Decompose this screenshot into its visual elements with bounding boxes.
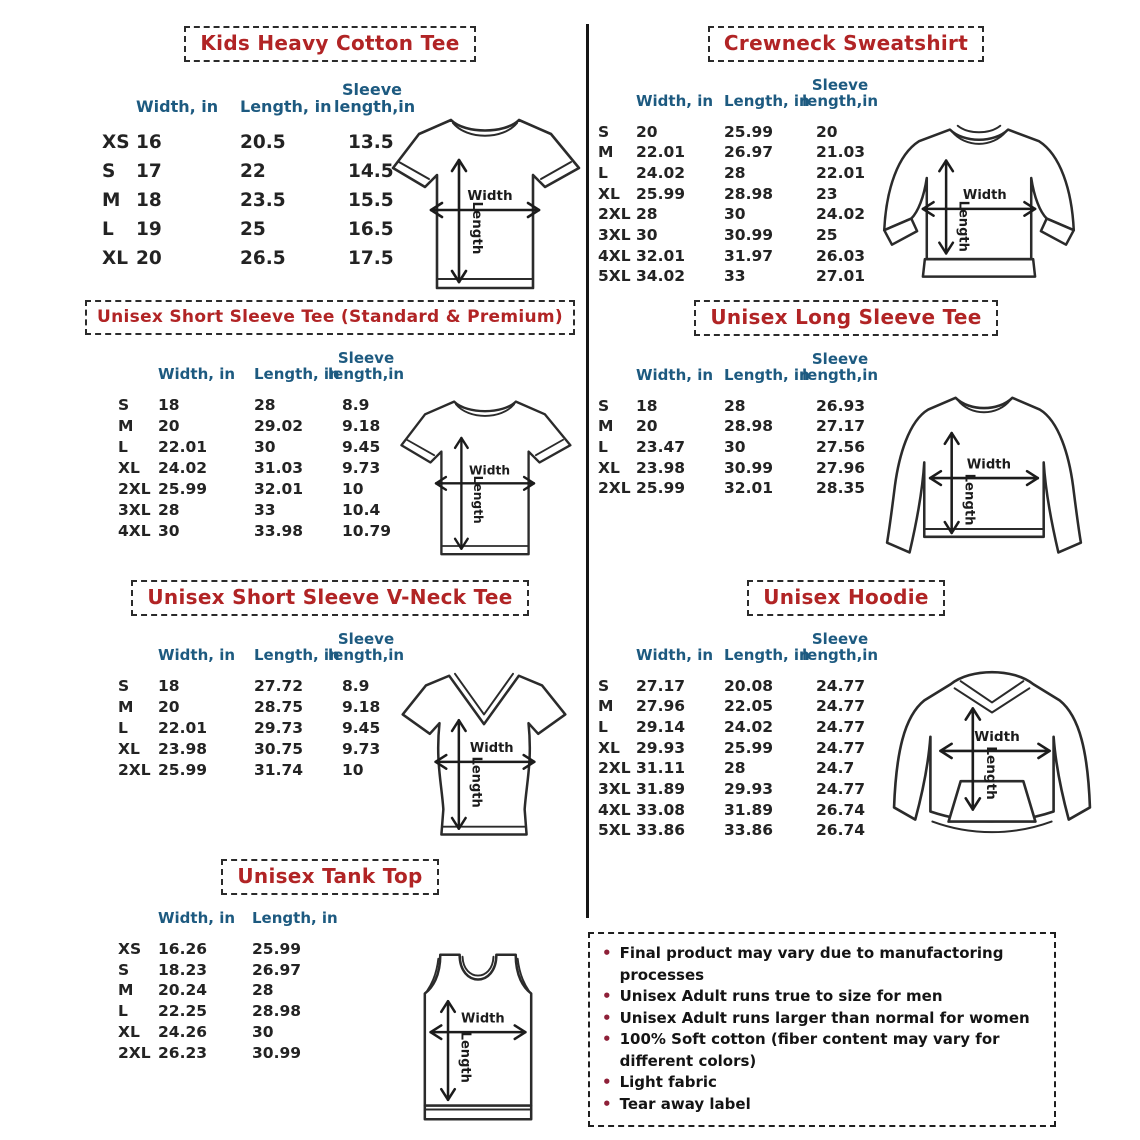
width-label: Width	[467, 188, 513, 204]
value-cell: 31.89	[724, 800, 774, 819]
note-text: Unisex Adult runs true to size for men	[619, 987, 943, 1005]
value-cell: 9.73	[342, 458, 381, 477]
value-cell: 29.93	[636, 738, 686, 757]
value-cell: 22.01	[636, 143, 686, 162]
value-cell: 18.23	[158, 960, 208, 979]
value-cell: 8.9	[342, 676, 370, 695]
value-cell: 18	[136, 189, 162, 211]
col-header-sleeve: Sleeve length,in	[802, 630, 879, 664]
value-cell: 15.5	[348, 189, 394, 211]
value-cell: 24.7	[816, 759, 855, 778]
note-item	[602, 986, 1042, 1008]
note-item	[602, 943, 1042, 986]
value-cell: 27.01	[816, 267, 866, 286]
section-title: Unisex Hoodie	[747, 580, 945, 616]
size-cell: 2XL	[598, 205, 631, 224]
table-header	[118, 911, 580, 927]
size-cell: S	[118, 960, 130, 979]
value-cell: 27.56	[816, 437, 866, 456]
vneck-tee-illustration	[398, 668, 570, 848]
table-header	[598, 632, 1100, 664]
size-cell: M	[118, 981, 134, 1000]
value-cell: 29.73	[254, 718, 304, 737]
size-cell: 5XL	[598, 821, 631, 840]
value-cell: 21.03	[816, 143, 866, 162]
size-cell: 2XL	[118, 479, 151, 498]
col-header-width: Width, in	[636, 365, 714, 384]
value-cell: 18	[158, 395, 180, 414]
value-cell: 28.98	[724, 417, 774, 436]
value-cell: 25.99	[724, 122, 774, 141]
col-header-length: Length, in	[254, 645, 340, 664]
size-cell: 2XL	[598, 759, 631, 778]
size-cell: 2XL	[598, 479, 631, 498]
value-cell: 20	[136, 247, 162, 269]
value-cell: 26.93	[816, 396, 866, 415]
tee-illustration	[396, 392, 574, 562]
value-cell: 23.98	[636, 458, 686, 477]
size-cell: XS	[118, 939, 142, 958]
col-header-width: Width, in	[136, 96, 219, 116]
size-cell: 3XL	[598, 779, 631, 798]
size-cell: 3XL	[598, 225, 631, 244]
value-cell: 29.02	[254, 416, 304, 435]
value-cell: 28	[636, 205, 658, 224]
value-cell: 16	[136, 131, 162, 153]
section-kids-heavy-cotton-tee	[80, 26, 580, 273]
width-label: Width	[966, 457, 1012, 473]
value-cell: 25.99	[724, 738, 774, 757]
bullet-icon: •	[602, 987, 612, 1005]
value-cell: 14.5	[348, 160, 394, 182]
value-cell: 17	[136, 160, 162, 182]
value-cell: 30.75	[254, 739, 304, 758]
note-text: Tear away label	[619, 1094, 751, 1113]
value-cell: 20	[636, 417, 658, 436]
value-cell: 10.4	[342, 500, 381, 519]
value-cell: 20	[636, 122, 658, 141]
size-cell: 4XL	[118, 521, 151, 540]
size-cell: M	[598, 697, 614, 716]
col-header-sleeve: Sleeve length,in	[328, 630, 405, 664]
product-notes	[588, 932, 1056, 1127]
value-cell: 30	[252, 1022, 274, 1041]
value-cell: 25.99	[158, 760, 208, 779]
table-header	[598, 352, 1100, 384]
length-label: Length	[457, 1031, 473, 1083]
length-label: Length	[961, 473, 977, 526]
value-cell: 22.01	[816, 163, 866, 182]
col-header-length: Length, in	[240, 96, 332, 116]
value-cell: 30	[724, 205, 746, 224]
value-cell: 27.96	[636, 697, 686, 716]
note-text: Final product may vary due to manufactoring processes	[619, 944, 1004, 984]
size-cell: S	[118, 395, 130, 414]
value-cell: 28	[724, 396, 746, 415]
value-cell: 24.02	[636, 163, 686, 182]
size-cell: M	[102, 189, 121, 211]
bullet-icon: •	[602, 1030, 612, 1048]
value-cell: 29.93	[724, 779, 774, 798]
hoodie-illustration	[888, 660, 1096, 864]
width-label: Width	[460, 1011, 505, 1027]
size-cell: 4XL	[598, 246, 631, 265]
size-cell: S	[598, 122, 610, 141]
value-cell: 18	[158, 676, 180, 695]
value-cell: 28	[158, 500, 180, 519]
value-cell: 22.25	[158, 1002, 208, 1021]
size-cell: 5XL	[598, 267, 631, 286]
section-title: Unisex Short Sleeve V-Neck Tee	[131, 580, 528, 616]
value-cell: 22.01	[158, 718, 208, 737]
col-header-sleeve: Sleeve length,in	[334, 80, 416, 116]
bullet-icon: •	[602, 1008, 612, 1027]
value-cell: 13.5	[348, 131, 394, 153]
size-cell: XL	[598, 184, 620, 203]
value-cell: 25.99	[636, 184, 686, 203]
note-item	[602, 1094, 1042, 1116]
value-cell: 31.97	[724, 246, 774, 265]
value-cell: 27.17	[636, 676, 686, 695]
value-cell: 23.5	[240, 189, 286, 211]
length-label: Length	[468, 756, 484, 808]
section-title: Kids Heavy Cotton Tee	[184, 26, 475, 62]
value-cell: 34.02	[636, 267, 686, 286]
col-header-width: Width, in	[636, 645, 714, 664]
size-cell: XS	[102, 131, 130, 153]
width-label: Width	[974, 728, 1020, 745]
section-unisex-short-sleeve-tee	[80, 300, 580, 542]
value-cell: 23	[816, 184, 838, 203]
size-cell: 2XL	[118, 760, 151, 779]
length-label: Length	[982, 746, 999, 800]
value-cell: 26.23	[158, 1043, 208, 1062]
size-cell: L	[102, 218, 114, 240]
value-cell: 27.96	[816, 458, 866, 477]
col-header-sleeve: Sleeve length,in	[328, 349, 405, 383]
value-cell: 33	[724, 267, 746, 286]
value-cell: 31.89	[636, 779, 686, 798]
size-cell: L	[118, 718, 128, 737]
value-cell: 30	[158, 521, 180, 540]
sweatshirt-illustration	[872, 118, 1086, 294]
value-cell: 28	[252, 981, 274, 1000]
note-item	[602, 1072, 1042, 1094]
value-cell: 20.08	[724, 676, 774, 695]
size-cell: S	[598, 676, 610, 695]
value-cell: 32.01	[254, 479, 304, 498]
width-label: Width	[962, 188, 1007, 204]
section-title: Unisex Short Sleeve Tee (Standard & Premium)	[85, 300, 575, 335]
value-cell: 20	[158, 416, 180, 435]
value-cell: 31.11	[636, 759, 686, 778]
value-cell: 19	[136, 218, 162, 240]
col-header-sleeve: Sleeve length,in	[802, 76, 879, 110]
value-cell: 32.01	[636, 246, 686, 265]
size-cell: M	[598, 143, 614, 162]
value-cell: 28	[254, 395, 276, 414]
value-cell: 30	[254, 437, 276, 456]
value-cell: 28	[724, 163, 746, 182]
column-divider	[586, 24, 589, 918]
length-label: Length	[955, 200, 971, 252]
value-cell: 26.74	[816, 800, 866, 819]
col-header-width: Width, in	[158, 364, 236, 383]
size-cell: XL	[118, 458, 140, 477]
col-header-width: Width, in	[636, 91, 714, 110]
size-cell: 4XL	[598, 800, 631, 819]
size-cell: S	[598, 396, 610, 415]
col-header-width: Width, in	[158, 909, 236, 927]
value-cell: 24.77	[816, 738, 866, 757]
note-text: 100% Soft cotton (fiber content may vary for different colors)	[619, 1030, 1000, 1070]
size-cell: XL	[118, 739, 140, 758]
value-cell: 23.98	[158, 739, 208, 758]
value-cell: 30	[724, 437, 746, 456]
value-cell: 31.74	[254, 760, 304, 779]
col-header-length: Length, in	[724, 645, 810, 664]
size-cell: M	[598, 417, 614, 436]
value-cell: 24.77	[816, 697, 866, 716]
value-cell: 25	[240, 218, 266, 240]
value-cell: 33.08	[636, 800, 686, 819]
width-label: Width	[469, 463, 511, 478]
bullet-icon: •	[602, 944, 612, 962]
value-cell: 24.77	[816, 779, 866, 798]
size-cell: XL	[118, 1022, 140, 1041]
size-cell: L	[598, 437, 608, 456]
value-cell: 24.77	[816, 676, 866, 695]
col-header-length: Length, in	[252, 909, 338, 927]
value-cell: 9.45	[342, 437, 381, 456]
size-cell: S	[118, 676, 130, 695]
value-cell: 24.77	[816, 717, 866, 736]
value-cell: 22.01	[158, 437, 208, 456]
value-cell: 20	[816, 122, 838, 141]
value-cell: 28.98	[724, 184, 774, 203]
bullet-icon: •	[602, 1094, 612, 1113]
value-cell: 24.02	[816, 205, 866, 224]
table-header	[118, 632, 580, 664]
size-cell: L	[598, 717, 608, 736]
value-cell: 20.5	[240, 131, 286, 153]
section-unisex-tank-top	[80, 859, 580, 1083]
tee-illustration	[386, 110, 584, 296]
value-cell: 22	[240, 160, 266, 182]
value-cell: 30	[636, 225, 658, 244]
value-cell: 10	[342, 479, 364, 498]
value-cell: 24.02	[158, 458, 208, 477]
section-title: Crewneck Sweatshirt	[708, 26, 984, 62]
size-cell: 3XL	[118, 500, 151, 519]
value-cell: 25.99	[636, 479, 686, 498]
value-cell: 18	[636, 396, 658, 415]
value-cell: 16.26	[158, 939, 208, 958]
value-cell: 29.14	[636, 717, 686, 736]
value-cell: 16.5	[348, 218, 394, 240]
tank-top-illustration	[414, 949, 542, 1125]
value-cell: 26.97	[724, 143, 774, 162]
value-cell: 22.05	[724, 697, 774, 716]
section-unisex-hoodie	[592, 580, 1100, 841]
size-cell: XL	[598, 458, 620, 477]
value-cell: 23.47	[636, 437, 686, 456]
table-header	[598, 78, 1100, 110]
value-cell: 9.18	[342, 416, 381, 435]
col-header-sleeve: Sleeve length,in	[802, 350, 879, 384]
value-cell: 33.86	[724, 821, 774, 840]
value-cell: 26.74	[816, 821, 866, 840]
value-cell: 9.18	[342, 697, 381, 716]
size-cell: XL	[102, 247, 129, 269]
note-text: Light fabric	[619, 1073, 717, 1091]
col-header-length: Length, in	[724, 91, 810, 110]
value-cell: 30.99	[252, 1043, 302, 1062]
value-cell: 30.99	[724, 458, 774, 477]
value-cell: 24.26	[158, 1022, 208, 1041]
size-cell: S	[102, 160, 116, 182]
value-cell: 10	[342, 760, 364, 779]
length-label: Length	[469, 201, 485, 255]
value-cell: 32.01	[724, 479, 774, 498]
section-unisex-long-sleeve-tee	[592, 300, 1100, 526]
length-label: Length	[471, 475, 486, 524]
value-cell: 28.35	[816, 479, 866, 498]
value-cell: 27.17	[816, 417, 866, 436]
value-cell: 26.5	[240, 247, 286, 269]
value-cell: 9.73	[342, 739, 381, 758]
value-cell: 10.79	[342, 521, 392, 540]
note-item	[602, 1029, 1042, 1072]
value-cell: 20.24	[158, 981, 208, 1000]
value-cell: 33.86	[636, 821, 686, 840]
value-cell: 24.02	[724, 717, 774, 736]
size-cell: L	[118, 437, 128, 456]
note-text: Unisex Adult runs larger than normal for women	[619, 1008, 1030, 1027]
col-header-width: Width, in	[158, 645, 236, 664]
value-cell: 25	[816, 225, 838, 244]
value-cell: 28	[724, 759, 746, 778]
size-cell: M	[118, 416, 134, 435]
value-cell: 27.72	[254, 676, 304, 695]
value-cell: 33.98	[254, 521, 304, 540]
value-cell: 33	[254, 500, 276, 519]
long-sleeve-tee-illustration	[874, 388, 1092, 574]
value-cell: 28.98	[252, 1002, 302, 1021]
value-cell: 26.97	[252, 960, 302, 979]
bullet-icon: •	[602, 1073, 612, 1091]
col-header-length: Length, in	[724, 365, 810, 384]
size-cell: 2XL	[118, 1043, 151, 1062]
value-cell: 28.75	[254, 697, 304, 716]
value-cell: 8.9	[342, 395, 370, 414]
size-cell: L	[598, 163, 608, 182]
value-cell: 30.99	[724, 225, 774, 244]
col-header-length: Length, in	[254, 364, 340, 383]
value-cell: 26.03	[816, 246, 866, 265]
table-header	[118, 351, 580, 383]
note-item	[602, 1008, 1042, 1030]
value-cell: 20	[158, 697, 180, 716]
size-cell: M	[118, 697, 134, 716]
section-title: Unisex Tank Top	[221, 859, 438, 895]
value-cell: 25.99	[158, 479, 208, 498]
section-title: Unisex Long Sleeve Tee	[694, 300, 997, 336]
value-cell: 17.5	[348, 247, 394, 269]
section-crewneck-sweatshirt	[592, 26, 1100, 287]
value-cell: 25.99	[252, 939, 302, 958]
width-label: Width	[469, 741, 514, 757]
size-cell: XL	[598, 738, 620, 757]
value-cell: 9.45	[342, 718, 381, 737]
size-cell: L	[118, 1002, 128, 1021]
value-cell: 31.03	[254, 458, 304, 477]
section-unisex-vneck-tee	[80, 580, 580, 808]
